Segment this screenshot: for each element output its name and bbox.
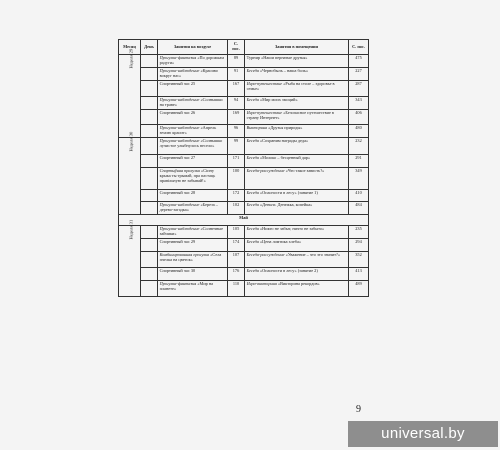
outdoor-activity-type: Комбинированная прогулка [159, 251, 210, 257]
outdoor-activity-cell [158, 239, 228, 252]
outdoor-page-cell: 110 [228, 281, 245, 297]
indoor-activity-cell [245, 281, 349, 297]
indoor-activity-title: «Чернобыль – наша боль» [260, 67, 308, 73]
outdoor-activity-title: «Солнечные зайчики» [159, 225, 224, 236]
outdoor-activity-title: «Солнышки на траве» [159, 96, 223, 107]
indoor-activity-title: «Цена ломтика хлеба» [260, 238, 302, 244]
outdoor-activity-type: Прогулка-наблюдение [159, 137, 200, 143]
table-row [119, 168, 369, 190]
indoor-activity-title: «Викторина рекордов» [277, 280, 320, 286]
indoor-activity-type: Беседа [246, 189, 259, 195]
indoor-activity-type: Беседа [246, 137, 259, 143]
indoor-activity-cell [245, 155, 349, 168]
header-indoor: Занятия в помещении [245, 40, 349, 55]
outdoor-activity-cell [158, 202, 228, 215]
outdoor-activity-cell [158, 125, 228, 138]
outdoor-activity-title: «Села пчелка на цветок» [159, 251, 222, 262]
indoor-page-cell: 489 [349, 281, 369, 297]
outdoor-activity-type: Прогулка-фантазия [159, 54, 197, 60]
indoor-activity-cell [245, 138, 349, 155]
indoor-activity-title: «Рыба на столе – здоровье в семье» [246, 80, 335, 91]
indoor-activity-title: «Мир моих эмоций» [260, 96, 298, 102]
indoor-activity-cell [245, 226, 349, 239]
day-cell [141, 110, 158, 125]
indoor-page-cell: 475 [349, 55, 369, 68]
header-day: День [141, 40, 158, 55]
indoor-activity-cell [245, 190, 349, 202]
indoor-activity-cell [245, 68, 349, 81]
outdoor-activity-cell [158, 226, 228, 239]
week-label: Неделя 30 [127, 131, 133, 152]
watermark: universal.by [348, 421, 498, 447]
outdoor-activity-title: Спортивный час 25 [159, 80, 196, 86]
indoor-activity-type: Беседа [246, 238, 259, 244]
day-cell [141, 252, 158, 268]
day-cell [141, 55, 158, 68]
week-cell [119, 219, 141, 297]
outdoor-page-cell: 107 [228, 252, 245, 268]
indoor-activity-type: Беседа [246, 96, 259, 102]
table-row [119, 202, 369, 215]
outdoor-activity-title: Спортивный час 30 [159, 267, 196, 273]
outdoor-page-cell: 172 [228, 190, 245, 202]
header-outdoor: Занятия на воздухе [158, 40, 228, 55]
outdoor-activity-title: «Солнышко лучистое улыбнулось весело» [159, 137, 223, 148]
day-cell [141, 268, 158, 281]
outdoor-activity-cell [158, 138, 228, 155]
table-row [119, 155, 369, 168]
table-header-row [119, 40, 369, 55]
outdoor-page-cell: 176 [228, 268, 245, 281]
outdoor-activity-title: Спортивный час 28 [159, 189, 196, 195]
indoor-activity-cell [245, 168, 349, 190]
indoor-activity-type: Игра-путешествие [246, 80, 283, 86]
indoor-page-cell: 294 [349, 239, 369, 252]
indoor-activity-title: Турнир «Наши пернатые друзья» [246, 54, 308, 60]
indoor-activity-title: «Опасности в лесу» (занятие 2) [260, 267, 318, 273]
day-cell [141, 281, 158, 297]
outdoor-page-cell: 99 [228, 138, 245, 155]
week-label: Неделя 31 [127, 219, 133, 240]
outdoor-activity-title: «Мир на планете» [159, 280, 214, 291]
day-cell [141, 226, 158, 239]
outdoor-activity-cell [158, 190, 228, 202]
day-cell [141, 168, 158, 190]
week-label: Неделя 29 [127, 48, 133, 69]
indoor-page-cell: 410 [349, 190, 369, 202]
indoor-activity-title: «Друзья природы» [268, 124, 303, 130]
table-row [119, 268, 369, 281]
indoor-activity-type: Игра-викторина [246, 280, 277, 286]
indoor-activity-type: Беседа [246, 201, 259, 207]
outdoor-activity-cell [158, 168, 228, 190]
outdoor-activity-title: «Сіпну крыка ты трымай, пра пастаць правільную не забывай!» [159, 167, 216, 183]
outdoor-page-cell: 174 [228, 239, 245, 252]
indoor-activity-title: «Опасности в лесу» (занятие 1) [260, 189, 318, 195]
indoor-activity-title: «Что такое зависть?» [285, 167, 325, 173]
indoor-page-cell: 484 [349, 202, 369, 215]
indoor-page-cell: 480 [349, 125, 369, 138]
month-label: Май [119, 215, 369, 226]
indoor-activity-type: Викторина [246, 124, 268, 130]
day-cell [141, 97, 158, 110]
indoor-activity-cell [245, 110, 349, 125]
table-row [119, 110, 369, 125]
table-row [119, 239, 369, 252]
page-number: 9 [356, 404, 361, 415]
indoor-page-cell: 291 [349, 155, 369, 168]
indoor-page-cell: 406 [349, 110, 369, 125]
outdoor-activity-type: Прогулка-наблюдение [159, 124, 200, 130]
day-cell [141, 138, 158, 155]
outdoor-page-cell: 91 [228, 68, 245, 81]
day-cell [141, 239, 158, 252]
indoor-activity-type: Беседа [246, 267, 259, 273]
outdoor-activity-cell [158, 268, 228, 281]
outdoor-page-cell: 171 [228, 155, 245, 168]
indoor-activity-cell [245, 268, 349, 281]
day-cell [141, 190, 158, 202]
table-body [119, 48, 369, 297]
indoor-activity-title: «Деньги. Денежка, копейка» [260, 201, 313, 207]
outdoor-activity-cell [158, 155, 228, 168]
outdoor-activity-type: Прогулка-наблюдение [159, 67, 200, 73]
outdoor-activity-cell [158, 68, 228, 81]
indoor-activity-cell [245, 202, 349, 215]
day-cell [141, 155, 158, 168]
indoor-page-cell: 232 [349, 138, 369, 155]
indoor-activity-type: Беседа [246, 225, 259, 231]
outdoor-activity-title: «Береза – дерево-загадка» [159, 201, 218, 212]
indoor-activity-title: «Никто не забыт, ничто не забыто» [260, 225, 325, 231]
indoor-activity-type: Беседа [246, 154, 259, 160]
indoor-activity-type: Беседа [246, 67, 259, 73]
outdoor-activity-cell [158, 55, 228, 68]
indoor-page-cell: 349 [349, 168, 369, 190]
day-cell [141, 202, 158, 215]
outdoor-page-cell: 94 [228, 97, 245, 110]
day-cell [141, 81, 158, 97]
week-cell [119, 131, 141, 215]
day-cell [141, 68, 158, 81]
outdoor-activity-type: Прогулка-наблюдение [159, 225, 200, 231]
indoor-activity-title: «Сохраним награды деда» [260, 137, 309, 143]
schedule-table [118, 39, 369, 297]
indoor-activity-cell [245, 252, 349, 268]
table-row [119, 281, 369, 297]
table-row [119, 190, 369, 202]
outdoor-page-cell: 89 [228, 55, 245, 68]
indoor-activity-cell [245, 81, 349, 97]
header-page-indoor: С. пос. [349, 40, 369, 55]
outdoor-activity-type: Прогулка-фантазия [159, 280, 197, 286]
outdoor-page-cell: 105 [228, 226, 245, 239]
outdoor-activity-cell [158, 97, 228, 110]
outdoor-activity-type: Прогулка-наблюдение [159, 201, 200, 207]
indoor-activity-type: Игра-путешествие [246, 109, 283, 115]
table-row [119, 226, 369, 239]
indoor-page-cell: 235 [349, 226, 369, 239]
outdoor-activity-title: Спортивный час 27 [159, 154, 196, 160]
outdoor-activity-title: Спортивный час 26 [159, 109, 196, 115]
indoor-activity-cell [245, 125, 349, 138]
outdoor-activity-cell [158, 110, 228, 125]
outdoor-activity-title: Спортивный час 29 [159, 238, 196, 244]
outdoor-page-cell: 169 [228, 110, 245, 125]
indoor-activity-cell [245, 55, 349, 68]
outdoor-page-cell: 167 [228, 81, 245, 97]
table-row [119, 81, 369, 97]
table-row [119, 252, 369, 268]
table-row [119, 68, 369, 81]
outdoor-activity-type: Прогулка-наблюдение [159, 96, 200, 102]
outdoor-activity-title: «Апрель землю красит» [159, 124, 217, 135]
month-row [119, 215, 369, 226]
indoor-activity-type: Беседа-рассуждение [246, 251, 285, 257]
outdoor-page-cell: 96 [228, 125, 245, 138]
table-row [119, 97, 369, 110]
indoor-page-cell: 413 [349, 268, 369, 281]
header-month: Месяц [119, 40, 141, 55]
indoor-activity-cell [245, 97, 349, 110]
indoor-activity-title: «Безопасное путешествие в страну Интернет» [246, 109, 334, 120]
table-row [119, 125, 369, 138]
indoor-activity-title: «Уважение – что это значит?» [285, 251, 341, 257]
outdoor-activity-cell [158, 281, 228, 297]
outdoor-page-cell: 102 [228, 202, 245, 215]
indoor-page-cell: 287 [349, 81, 369, 97]
indoor-page-cell: 227 [349, 68, 369, 81]
header-page-outdoor: С. пос. [228, 40, 245, 55]
day-cell [141, 125, 158, 138]
indoor-activity-type: Беседа-рассуждение [246, 167, 285, 173]
indoor-activity-title: «Молоко – бесценный дар» [260, 154, 311, 160]
outdoor-activity-type: Спартыўная прагулка [159, 167, 200, 173]
table-row [119, 55, 369, 68]
outdoor-page-cell: 100 [228, 168, 245, 190]
table-row [119, 138, 369, 155]
indoor-page-cell: 343 [349, 97, 369, 110]
outdoor-activity-title: «Красиво вокруг нас» [159, 67, 218, 78]
week-cell [119, 48, 141, 138]
indoor-activity-cell [245, 239, 349, 252]
outdoor-activity-title: «По дорожкам радуги» [159, 54, 224, 65]
outdoor-activity-cell [158, 252, 228, 268]
outdoor-activity-cell [158, 81, 228, 97]
indoor-page-cell: 352 [349, 252, 369, 268]
